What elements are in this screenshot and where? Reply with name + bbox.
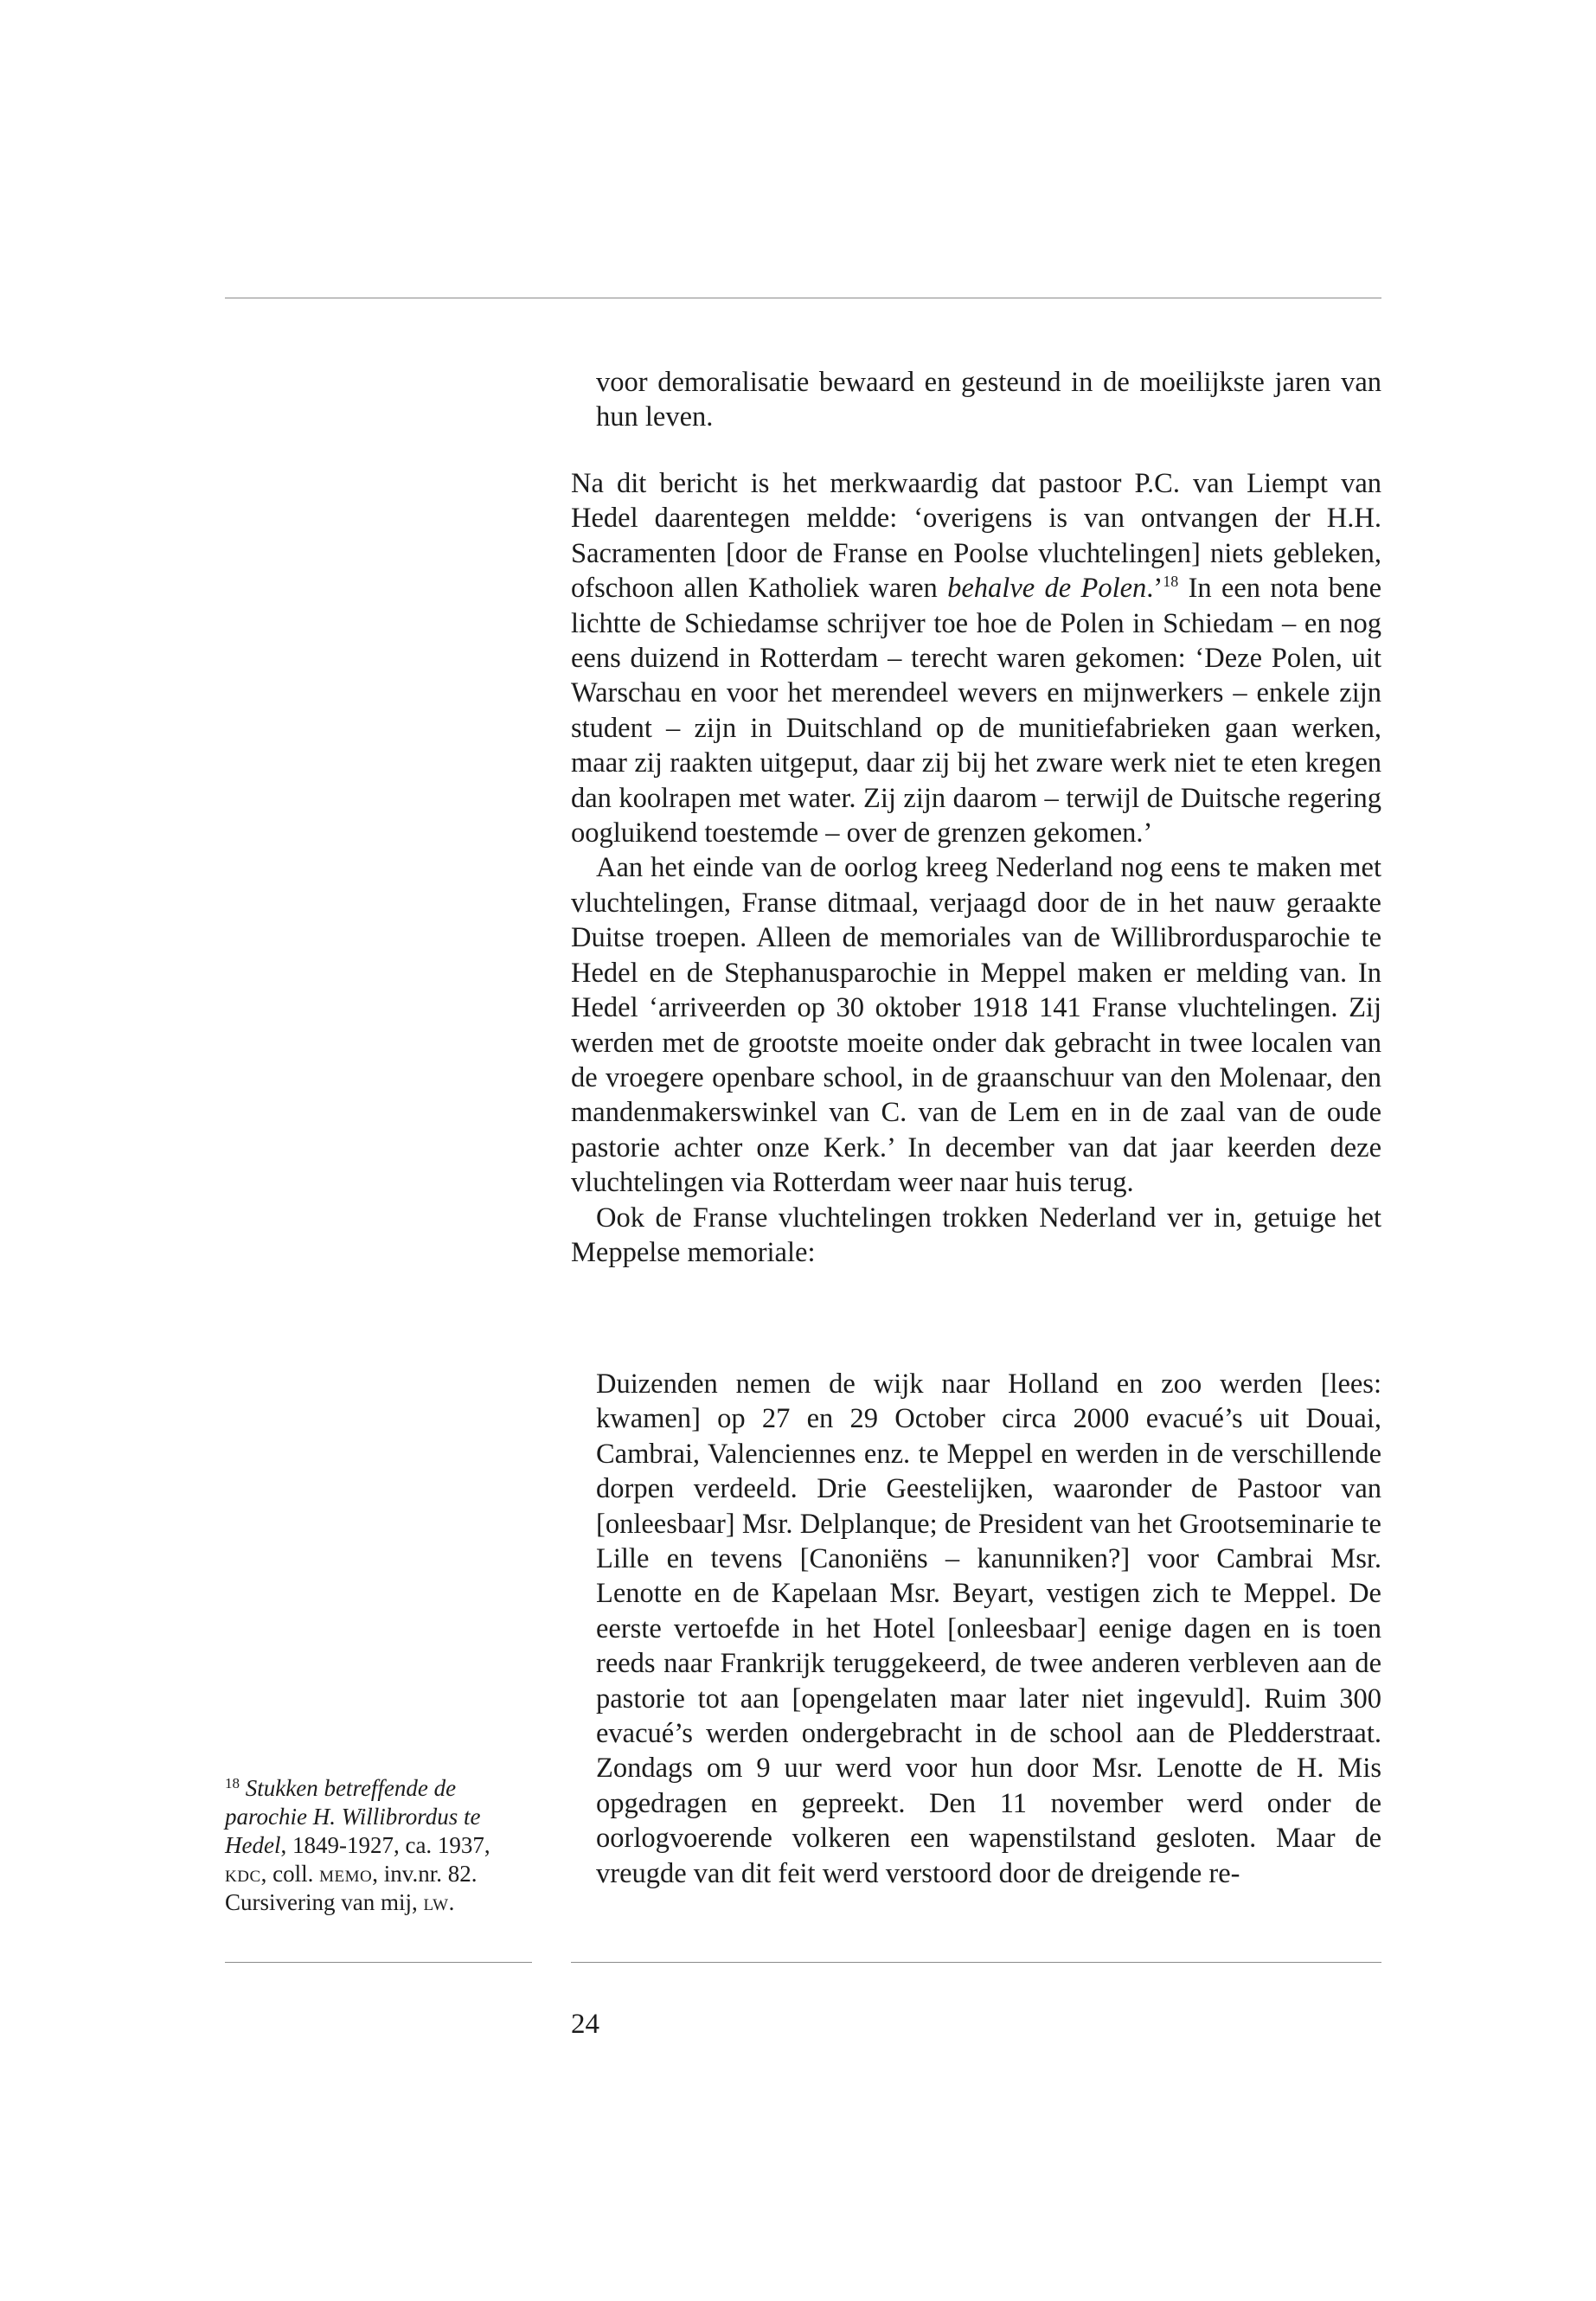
quote-continuation xyxy=(596,365,1381,435)
footnote-lw: lw xyxy=(423,1889,449,1915)
block-quote-text: Duizenden nemen de wijk naar Holland en zoo werden [lees: kwamen] op 27 en 29 October circa 2000 evacué’s uit Douai, Cambrai, Valenciennes enz. te Meppel en werden in de verschillende dorpen verdeeld. Drie Geestelijken, waaronder de Pastoor van [onleesbaar] Msr. Delplanque; de President van het Grootseminarie te Lille en tevens [Canoniëns – kanunniken?] voor Cambrai Msr. Lenotte en de Kapelaan Msr. Beyart, vestigen zich te Meppel. De eerste vertoefde in het Hotel [onleesbaar] eenige dagen en is toen reeds naar Frankrijk teruggekeerd, de twee anderen verbleven aan de pastorie tot aan [opengelaten maar later niet ingevuld]. Ruim 300 evacué’s werden ondergebracht in de school aan de Pledderstraat. Zondags om 9 uur werd voor hun door Msr. Lenotte de H. Mis opgedragen en gepreekt. Den 11 november werd onder de oorlogvoerende volkeren een wapenstilstand gesloten. Maar de vreugde van dit feit werd verstoord door de dreigende re- xyxy=(596,1368,1381,1889)
bottom-rule xyxy=(571,1962,1381,1963)
paragraph-3: Ook de Franse vluchtelingen trokken Nederland ver in, getuige het Meppelse memoriale: xyxy=(571,1202,1381,1268)
paragraph-1-part-a: Na dit bericht is het merkwaardig dat pastoor P.C. van Liempt van Hedel daarentegen meldde: ‘overigens is van ontvangen der H.H. Sacramenten [door de Franse en Poolse vluchtelingen] niets gebleken, ofschoon allen Katholiek waren xyxy=(571,468,1381,605)
footnote-number: 18 xyxy=(225,1775,240,1791)
paragraph-2: Aan het einde van de oorlog kreeg Nederland nog eens te maken met vluchtelingen, Franse ditmaal, verjaagd door de in het nauw geraakte Duitse troepen. Alleen de memoriales van de Willibrordusparochie te Hedel en de Stephanusparochie in Meppel maken er melding van. In Hedel ‘arriveerden op 30 oktober 1918 141 Franse vluchtelingen. Zij werden met de grootste moeite onder dak gebracht in twee localen van de vroegere openbare school, in de graanschuur van den Molenaar, den mandenmakerswinkel van C. van de Lem en in de zaal van de oude pastorie achter onze Kerk.’ In december van dat jaar keerden deze vluchtelingen via Rotterdam weer naar huis terug. xyxy=(571,852,1381,1199)
footnote-memo: memo xyxy=(319,1861,373,1887)
paragraph-1-part-b: .’ xyxy=(1146,573,1163,605)
footnote-rule xyxy=(225,1962,532,1963)
footnote-title: Stukken betreffende de parochie H. Willibrordus te Hedel xyxy=(225,1775,481,1858)
footnote-inv: , inv.nr. 82. Cursivering van mij, xyxy=(225,1861,478,1915)
paragraph-1 xyxy=(571,466,1381,850)
footnote-end: . xyxy=(448,1889,455,1915)
footnote-kdc: kdc xyxy=(225,1861,261,1887)
footnote-reference-18[interactable]: 18 xyxy=(1163,573,1179,591)
block-quote xyxy=(596,1367,1381,1891)
footnote-18 xyxy=(225,1769,532,1917)
paragraph-1-italic: behalve de Polen xyxy=(947,573,1147,605)
footnote-coll: , coll. xyxy=(260,1861,320,1887)
main-body-text xyxy=(571,466,1381,1270)
paragraph-1-part-c: In een nota bene lichtte de Schiedamse schrijver toe hoe de Polen in Schiedam – en nog eens duizend in Rotterdam – terecht waren gekomen: ‘Deze Polen, uit Warschau en voor het merendeel wevers en mijnwerkers – enkele zijn student – zijn in Duitschland op de munitiefabrieken gaan werken, maar zij raakten uitgeput, daar zij bij het zware werk niet te eten kregen dan koolrapen met water. Zij zijn daarom – terwijl de Duitsche regering oogluikend toestemde – over de grenzen gekomen.’ xyxy=(571,573,1381,849)
quote-continuation-text: voor demoralisatie bewaard en gesteund in de moeilijkste jaren van hun leven. xyxy=(596,367,1381,433)
page-number: 24 xyxy=(571,2009,599,2040)
footnote-dates: , 1849-1927, ca. 1937, xyxy=(280,1832,490,1858)
